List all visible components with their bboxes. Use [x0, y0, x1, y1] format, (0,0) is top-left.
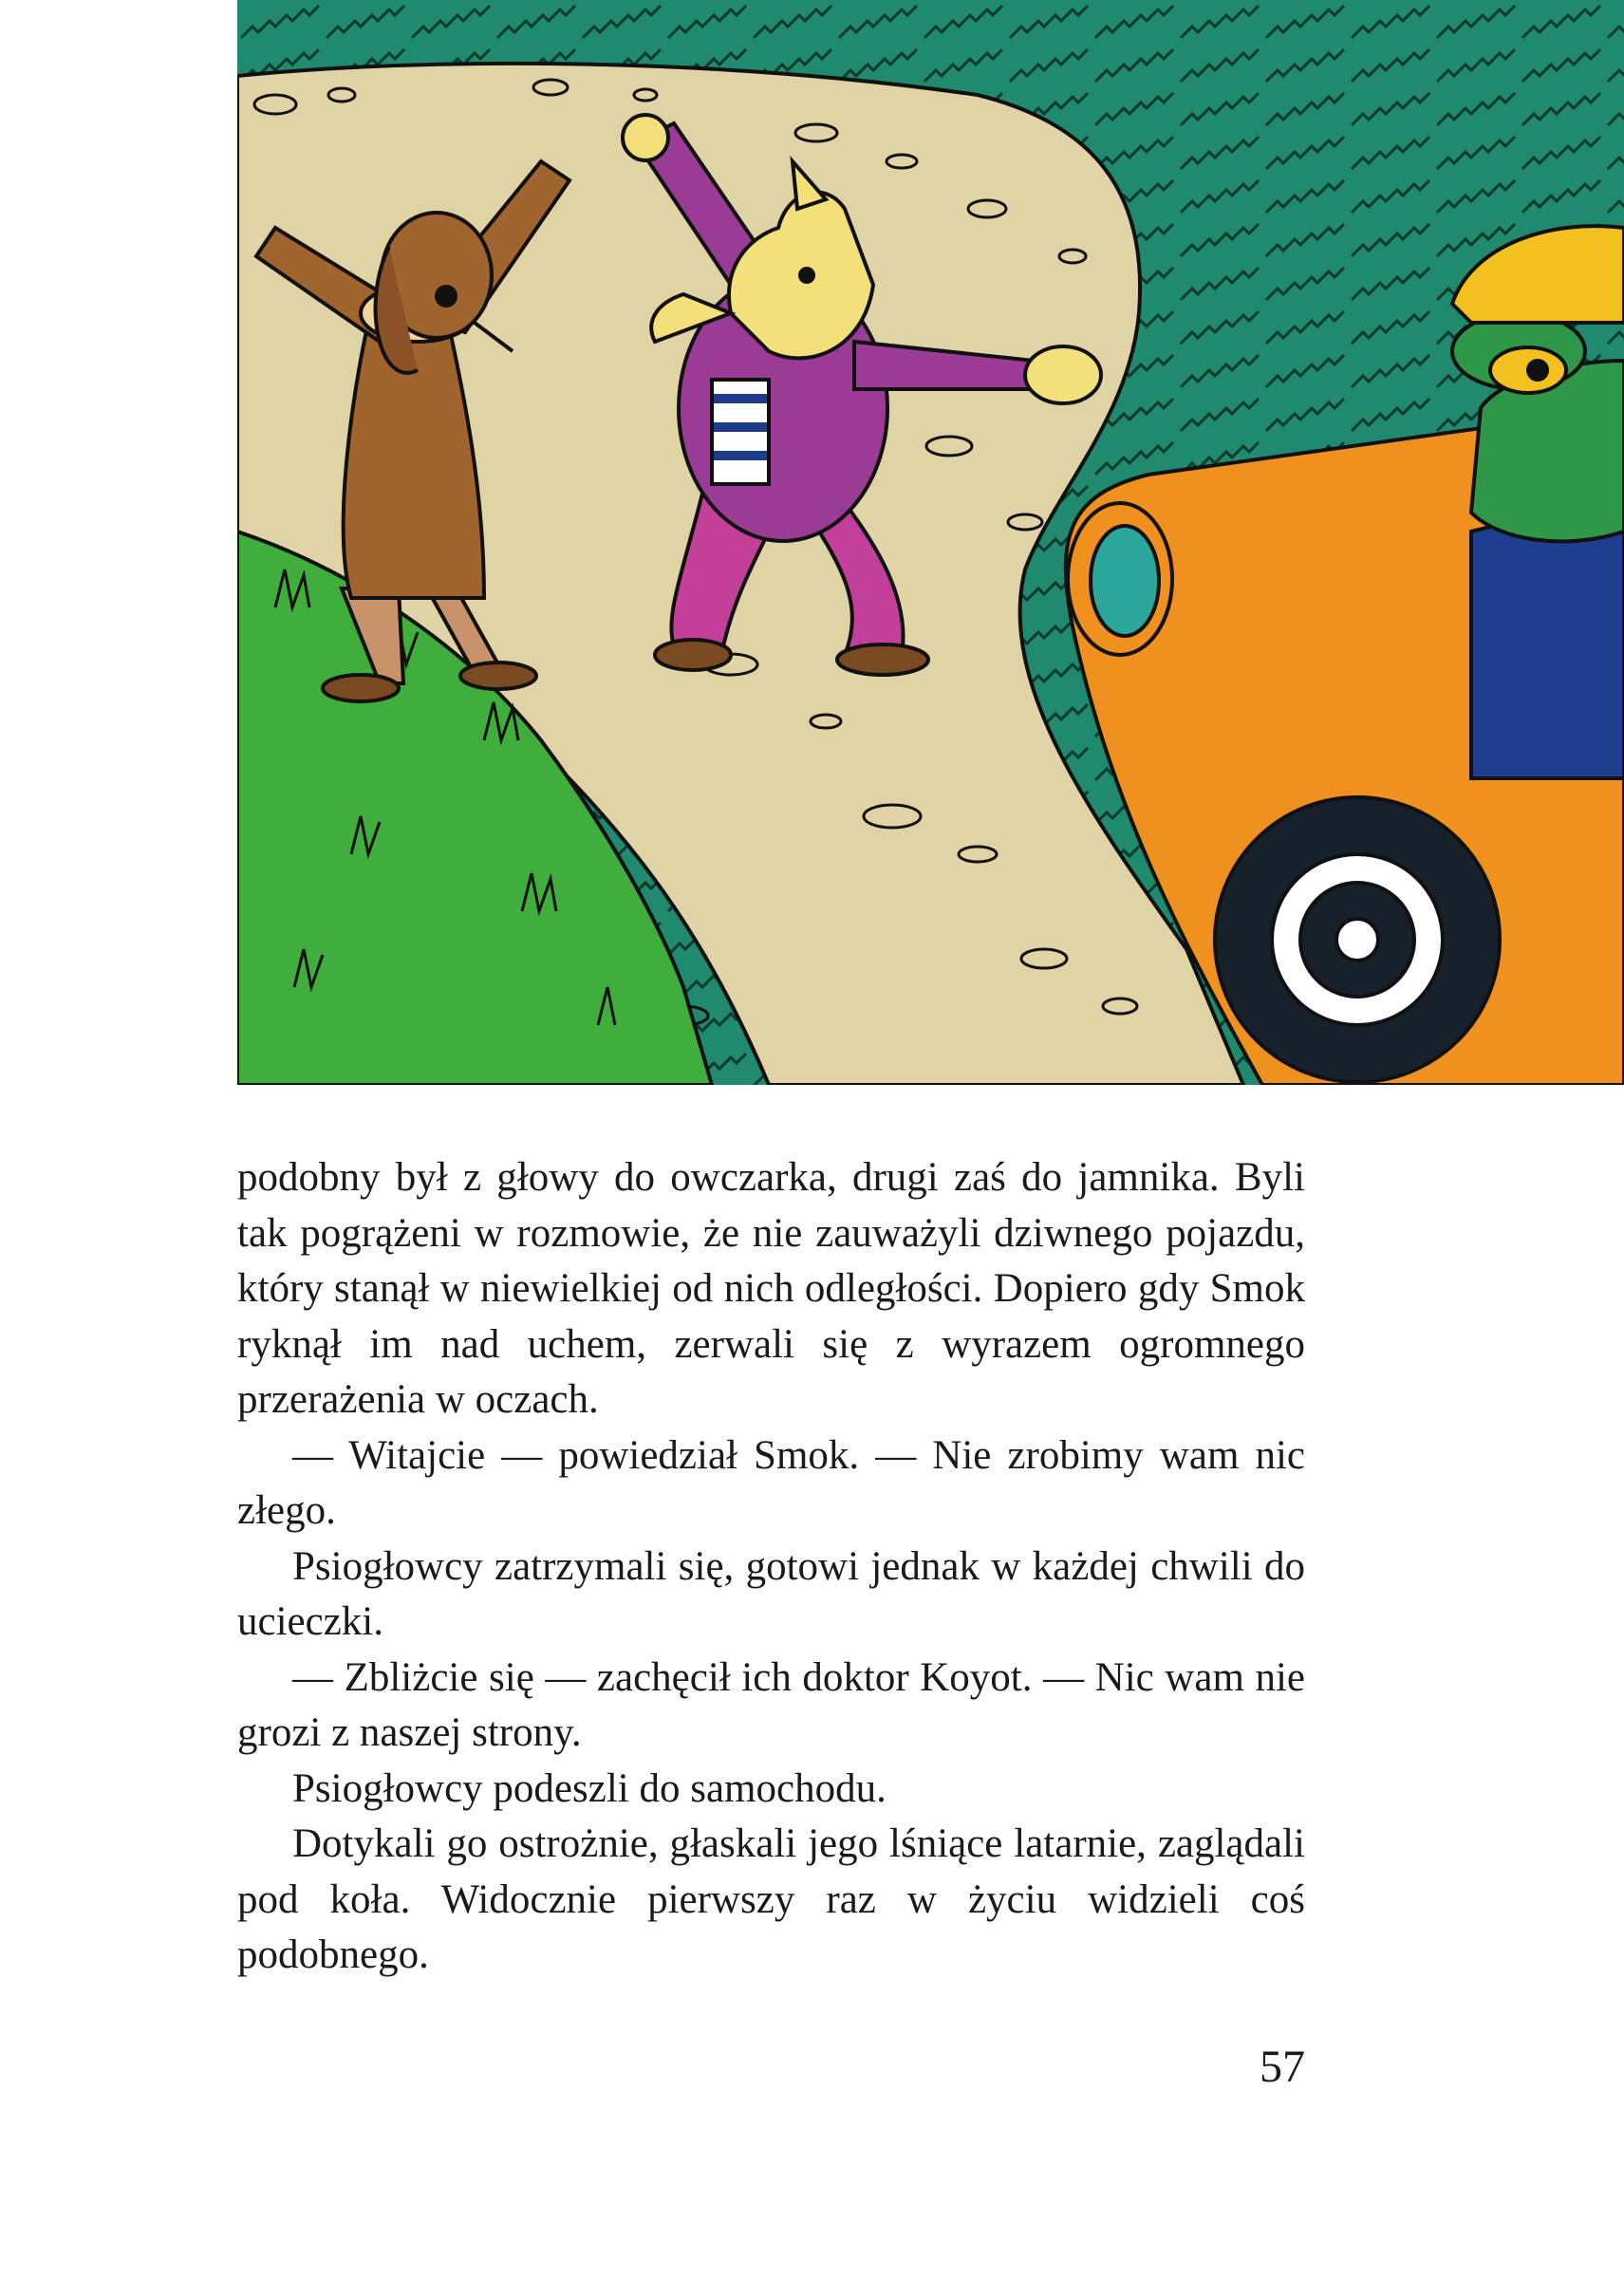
dragon-driver [1452, 226, 1624, 778]
paragraph: podobny był z głowy do owczarka, drugi zaś do jamnika. Byli tak pogrążeni w rozmowie, że nie zauważyli dziwnego pojazdu, który stanął w niewielkiej od nich odległości. Dopiero gdy Smok ryknął im nad uchem, zerwali się z wyrazem ogromnego przerażenia w oczach. [237, 1155, 1305, 1422]
paragraph: — Witajcie — powiedział Smok. — Nie zrobimy wam nic złego. [237, 1432, 1305, 1533]
paragraph: — Zbliżcie się — zachęcił ich doktor Koyot. — Nic wam nie grozi z naszej strony. [237, 1654, 1305, 1755]
paragraph: Psiogłowcy podeszli do samochodu. [292, 1765, 887, 1811]
paragraph: Psiogłowcy zatrzymali się, gotowi jednak w każdej chwili do ucieczki. [237, 1543, 1305, 1644]
page-number: 57 [1260, 2042, 1305, 2092]
book-illustration [237, 0, 1624, 1085]
paragraph: Dotykali go ostrożnie, głaskali jego lśniące latarnie, zaglądali pod koła. Widocznie pierwszy raz w życiu widzieli coś podobnego. [237, 1821, 1305, 1977]
story-text [237, 1150, 1305, 1984]
